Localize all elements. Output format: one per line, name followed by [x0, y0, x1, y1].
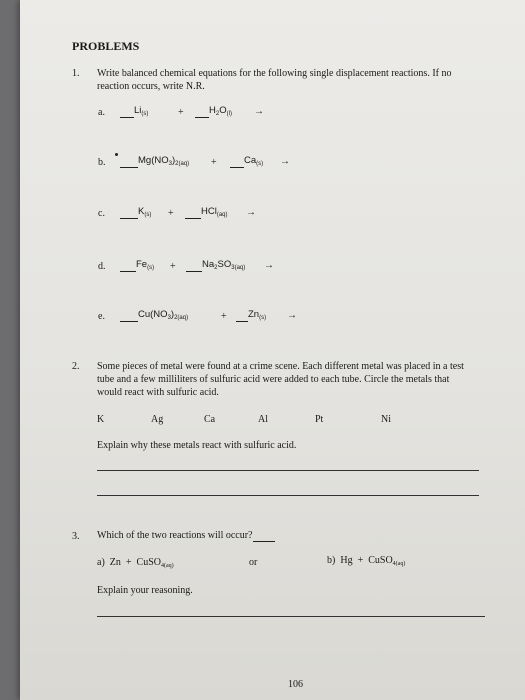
reaction-e-reactant1: $Cu(NO_3)_{2(aq)}$ [120, 310, 188, 322]
page-heading: PROBLEMS [72, 39, 140, 53]
reaction-e-arrow: → [287, 310, 297, 321]
metal-ag: Ag [151, 414, 164, 425]
q2-explain: Explain why these metals react with sulfuric acid. [97, 440, 297, 451]
page-number: 106 [288, 679, 303, 690]
reaction-c-plus: + [168, 208, 174, 219]
reaction-a-reactant1: $Li_{(s)}$ [120, 106, 148, 118]
reaction-c-arrow: → [246, 207, 256, 218]
reaction-c-reactant1: $K_{(s)}$ [120, 207, 151, 219]
pen-dot-mark [115, 153, 118, 156]
reaction-d-arrow: → [264, 260, 274, 271]
reaction-b-reactant1: $Mg(NO_3)_{2(aq)}$ [120, 156, 189, 168]
q3-question: Which of the two reactions will occur? [97, 530, 275, 542]
q1-number: 1. [72, 68, 80, 79]
reaction-d-plus: + [170, 261, 176, 272]
reaction-b-reactant2: $Ca_{(s)}$ [230, 156, 263, 168]
q2-answer-line-1 [97, 470, 479, 471]
reaction-d-letter: d. [98, 261, 106, 272]
q2-line3: would react with sulfuric acid. [97, 387, 219, 398]
reaction-a-reactant2: $H_2O_{(l)}$ [195, 106, 232, 118]
reaction-e-reactant2: $Zn_{(s)}$ [236, 310, 266, 322]
reaction-b-arrow: → [280, 156, 290, 167]
reaction-a-arrow: → [254, 106, 264, 117]
metal-al: Al [258, 414, 268, 425]
metal-k: K [97, 414, 105, 425]
metal-pt: Pt [315, 414, 324, 425]
q2-line2: tube and a few milliliters of sulfuric acid were added to each tube. Circle the metals that [97, 374, 450, 385]
q3-number: 3. [72, 531, 80, 542]
q3-answer-line [97, 616, 485, 617]
metal-ni: Ni [381, 414, 391, 425]
reaction-c-reactant2: HCl$_{(aq)}$ [185, 207, 228, 219]
q3-or: or [249, 557, 258, 568]
q1-prompt-line2: reaction occurs, write N.R. [97, 81, 205, 92]
reaction-d-reactant2: $Na_2SO_{3(aq)}$ [186, 260, 245, 272]
q2-answer-line-2 [97, 495, 479, 496]
q2-number: 2. [72, 361, 80, 372]
metal-ca: Ca [204, 414, 216, 425]
q3-option-b: b) Hg + CuSO$_{4(aq)}$ [327, 555, 406, 567]
q1-prompt-line1: Write balanced chemical equations for the following single displacement reactions. If no [97, 68, 452, 79]
reaction-b-plus: + [211, 157, 217, 168]
reaction-e-plus: + [221, 311, 227, 322]
q3-explain: Explain your reasoning. [97, 585, 193, 596]
worksheet-page [20, 0, 525, 700]
q3-option-a: a) Zn + CuSO$_{4(aq)}$ [97, 557, 174, 569]
reaction-b-letter: b. [98, 157, 106, 168]
reaction-a-letter: a. [98, 107, 105, 118]
reaction-d-reactant1: $Fe_{(s)}$ [120, 260, 154, 272]
reaction-c-letter: c. [98, 208, 105, 219]
q2-line1: Some pieces of metal were found at a crime scene. Each different metal was placed in a test [97, 361, 464, 372]
reaction-a-plus: + [178, 107, 184, 118]
reaction-e-letter: e. [98, 311, 105, 322]
